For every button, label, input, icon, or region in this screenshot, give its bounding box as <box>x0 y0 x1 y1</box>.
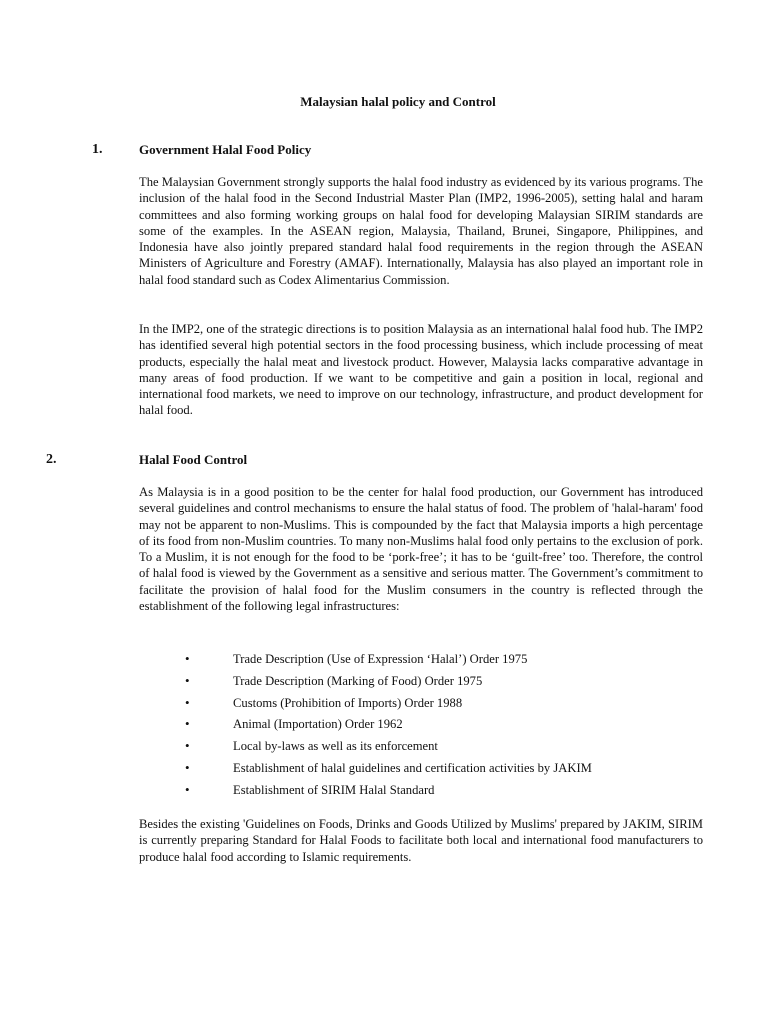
bullet-icon: • <box>185 651 190 666</box>
list-item <box>185 716 592 738</box>
bullet-icon: • <box>185 781 190 797</box>
bullet-icon: • <box>185 738 190 754</box>
list-item-text: Customs (Prohibition of Imports) Order 1988 <box>233 695 463 710</box>
list-item <box>185 760 592 782</box>
list-item-text: Trade Description (Marking of Food) Order 1975 <box>233 673 483 688</box>
section-2-paragraph-1: As Malaysia is in a good position to be the center for halal food production, our Government has introduced several guidelines and control mechanisms to ensure the halal status of food. The problem of 'halal-haram' food may not be apparent to non-Muslims. This is compounded by the fact that Malaysia imports a high percentage of its food from non-Muslim countries. To many non-Muslims halal food only pertains to the exclusion of pork. To a Muslim, it is not enough for the food to be ‘pork-free’; it has to be ‘guilt-free’ too. Therefore, the control of halal food is viewed by the Government as a sensitive and serious matter. The Government’s commitment to facilitate the provision of halal food for the Muslim consumers in the country is reflected through the establishment of the following legal infrastructures: <box>139 485 703 614</box>
list-item-text: Establishment of halal guidelines and certification activities by JAKIM <box>233 760 592 775</box>
list-item <box>185 651 592 673</box>
list-item <box>185 695 592 717</box>
list-item <box>185 782 592 804</box>
document-title: Malaysian halal policy and Control <box>300 94 496 109</box>
legal-infrastructure-list <box>185 651 592 804</box>
bullet-icon: • <box>185 759 190 775</box>
section-2-paragraph-2: Besides the existing 'Guidelines on Foods, Drinks and Goods Utilized by Muslims' prepared by JAKIM, SIRIM is currently preparing Standard for Halal Foods to facilitate both local and international food manufacturers to produce halal food according to Islamic requirements. <box>139 817 703 864</box>
bullet-icon: • <box>185 716 190 732</box>
list-item-text: Establishment of SIRIM Halal Standard <box>233 782 435 797</box>
list-item-text: Trade Description (Use of Expression ‘Halal’) Order 1975 <box>233 652 528 666</box>
bullet-icon: • <box>185 694 190 710</box>
section-2-number: 2. <box>46 452 57 467</box>
section-1-paragraph-2: In the IMP2, one of the strategic directions is to position Malaysia as an international halal food hub. The IMP2 has identified several high potential sectors in the food processing business, which include processing of meat products, especially the halal meat and livestock product. However, Malaysia lacks comparative advantage in many areas of food production. If we want to be competitive and gain a position in local, regional and international food markets, we need to improve on our technology, infrastructure, and product development for halal food. <box>139 322 703 418</box>
list-item-text: Local by-laws as well as its enforcement <box>233 739 438 754</box>
section-1-number: 1. <box>92 142 103 157</box>
section-2-heading: Halal Food Control <box>139 452 248 467</box>
list-item <box>185 673 592 695</box>
section-1-heading: Government Halal Food Policy <box>139 142 312 157</box>
list-item-text: Animal (Importation) Order 1962 <box>233 717 403 732</box>
list-item <box>185 738 592 760</box>
bullet-icon: • <box>185 672 190 688</box>
section-1-paragraph-1: The Malaysian Government strongly supports the halal food industry as evidenced by its various programs. The inclusion of the halal food in the Second Industrial Master Plan (IMP2, 1996-2005), setting halal and haram committees and also forming working groups on halal food for developing Malaysian SIRIM standards are some of the examples. In the ASEAN region, Malaysia, Thailand, Brunei, Singapore, Philippines, and Indonesia have also jointly prepared standard halal food requirements in the region through the ASEAN Ministers of Agriculture and Forestry (AMAF). Internationally, Malaysia has also played an important role in halal food standard such as Codex Alimentarius Commission. <box>139 175 703 287</box>
